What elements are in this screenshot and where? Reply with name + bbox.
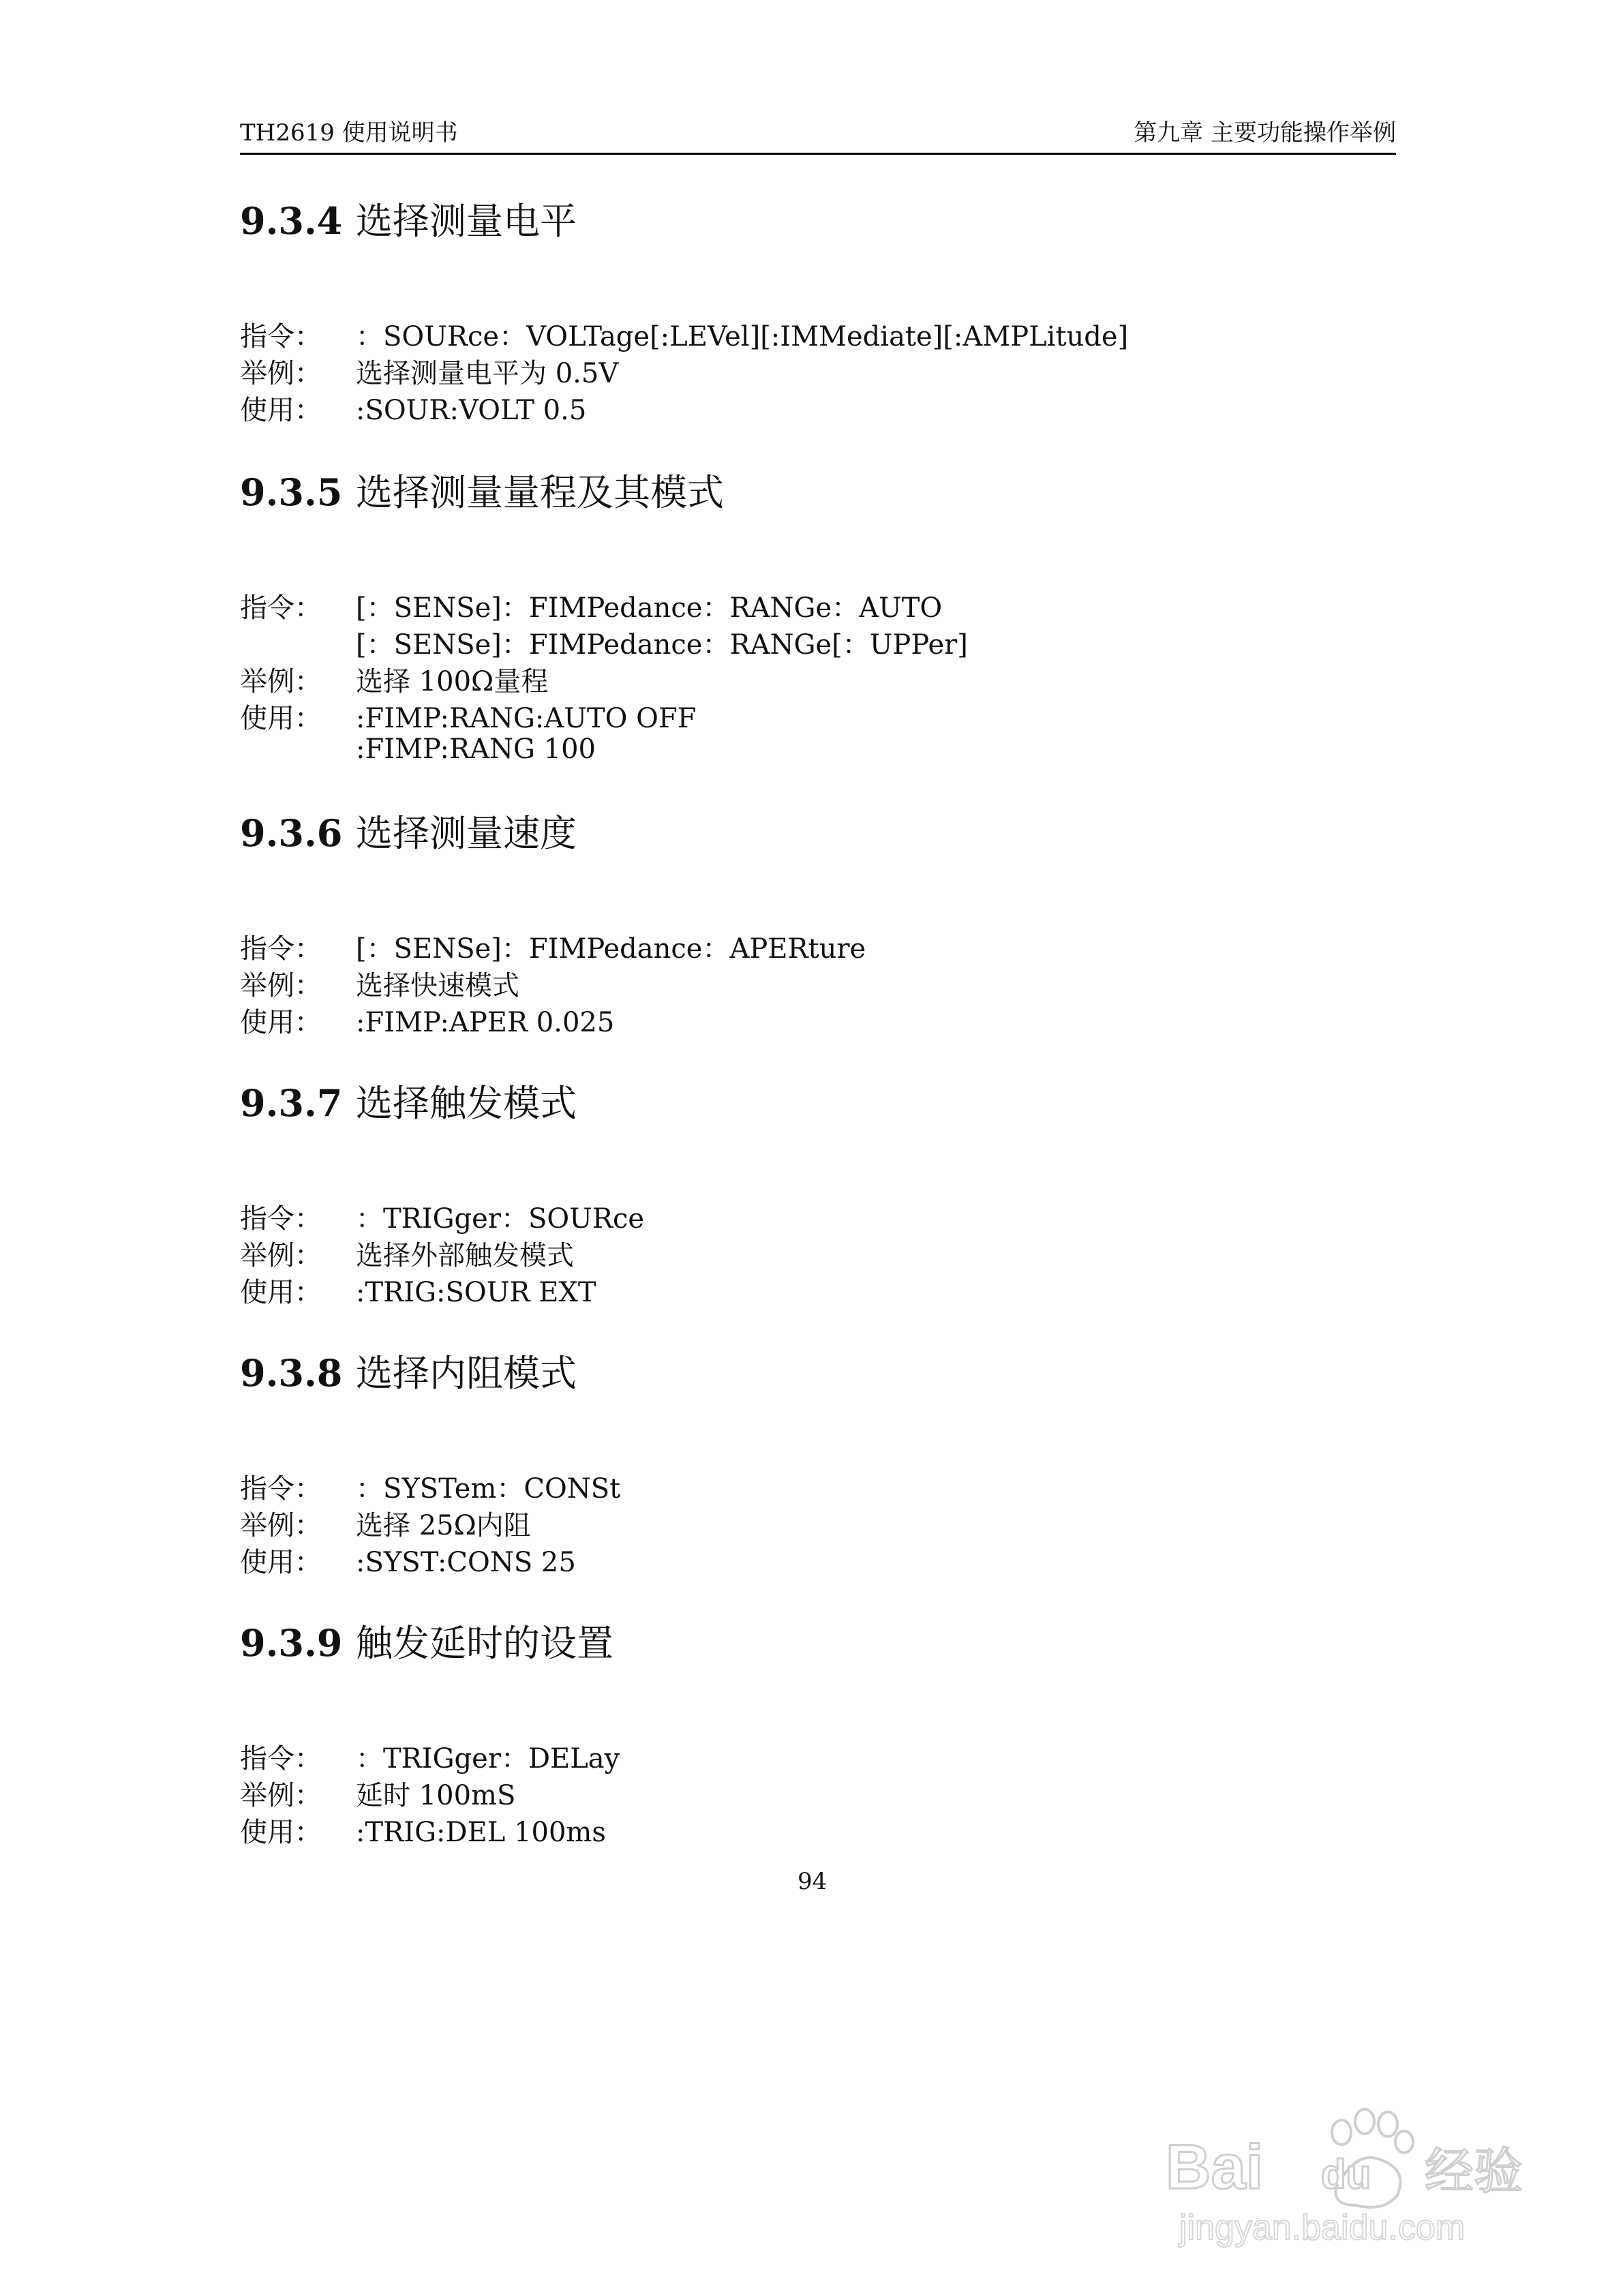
row-value: ：SYSTem：CONSt: [356, 1473, 621, 1505]
row-value: 选择 25Ω内阻: [356, 1510, 531, 1541]
usage-row: [240, 1541, 576, 1577]
row-value: :TRIG:DEL 100ms: [356, 1817, 606, 1848]
section-title: 选择测量电平: [356, 200, 577, 243]
example-row: [240, 352, 618, 389]
row-label: 指令：: [240, 1203, 322, 1235]
example-row: [240, 660, 548, 697]
row-value: [：SENSe]：FIMPedance：RANGe[：UPPer]: [356, 629, 968, 661]
baidu-du-mark: du: [1321, 2151, 1371, 2197]
usage-row: [240, 734, 596, 770]
baidu-wordmark: Bai: [1166, 2132, 1264, 2202]
paw-toe-icon: [1355, 2109, 1374, 2134]
row-label: 举例：: [240, 666, 322, 697]
row-value: ：TRIGger：SOURce: [356, 1203, 645, 1235]
section-heading: [240, 1614, 613, 1667]
baidu-watermark-logo: [1152, 2086, 1534, 2256]
paw-toe-icon: [1332, 2120, 1351, 2145]
page-number: 94: [798, 1868, 828, 1895]
command-row: [240, 315, 1128, 352]
row-label: 举例：: [240, 1780, 322, 1811]
section-title: 选择内阻模式: [356, 1352, 577, 1395]
row-label: 举例：: [240, 1240, 322, 1271]
row-value: ：TRIGger：DELay: [356, 1743, 620, 1774]
page-header: [240, 115, 1396, 155]
row-value: 选择外部触发模式: [356, 1240, 574, 1271]
row-label: 使用：: [240, 395, 322, 426]
row-label: 指令：: [240, 592, 322, 624]
row-value: :FIMP:APER 0.025: [356, 1007, 615, 1038]
header-left: TH2619 使用说明书: [240, 119, 458, 147]
row-value: 选择 100Ω量程: [356, 666, 549, 697]
row-label: 举例：: [240, 358, 322, 389]
section-number: 9.3.8: [240, 1351, 343, 1395]
row-label: 使用：: [240, 703, 322, 734]
section-heading: [240, 192, 577, 245]
usage-row: [240, 1811, 606, 1847]
row-value: [：SENSe]：FIMPedance：APERture: [356, 933, 866, 965]
section-title: 选择触发模式: [356, 1082, 577, 1125]
usage-row: [240, 1271, 596, 1308]
section-heading: [240, 804, 577, 857]
example-row: [240, 964, 519, 1001]
usage-row: [240, 697, 696, 734]
row-value: ：SOURce：VOLTage[:LEVel][:IMMediate][:AMPLitude]: [356, 321, 1129, 352]
command-row: [240, 586, 942, 623]
command-row: [240, 1197, 644, 1234]
row-value: 选择快速模式: [356, 970, 519, 1001]
section-number: 9.3.9: [240, 1621, 343, 1665]
example-row: [240, 1774, 515, 1811]
section-number: 9.3.5: [240, 470, 343, 514]
section-number: 9.3.7: [240, 1081, 343, 1125]
row-value: [：SENSe]：FIMPedance：RANGe：AUTO: [356, 592, 943, 624]
row-value: 延时 100mS: [356, 1780, 516, 1811]
section-title: 选择测量速度: [356, 812, 577, 855]
usage-row: [240, 1001, 614, 1038]
row-label: 使用：: [240, 1817, 322, 1848]
command-row: [240, 1737, 620, 1774]
row-label: 指令：: [240, 321, 322, 352]
row-label: 使用：: [240, 1277, 322, 1308]
command-row: [240, 623, 968, 660]
row-label: 使用：: [240, 1547, 322, 1578]
section-title: 选择测量量程及其模式: [356, 471, 724, 514]
section-heading: [240, 1074, 577, 1127]
section-number: 9.3.6: [240, 811, 343, 855]
example-row: [240, 1504, 531, 1541]
section-number: 9.3.4: [240, 199, 343, 243]
header-right: 第九章 主要功能操作举例: [1134, 119, 1396, 147]
paw-toe-icon: [1378, 2112, 1397, 2136]
watermark-url: jingyan.baidu.com: [1179, 2208, 1466, 2248]
command-row: [240, 927, 866, 964]
row-value: :FIMP:RANG:AUTO OFF: [356, 703, 697, 734]
command-row: [240, 1467, 620, 1504]
row-value: :SOUR:VOLT 0.5: [356, 395, 587, 426]
usage-row: [240, 389, 586, 425]
example-row: [240, 1234, 574, 1271]
row-value: :FIMP:RANG 100: [356, 734, 596, 765]
jingyan-mark: 经验: [1425, 2143, 1523, 2200]
row-label: 使用：: [240, 1007, 322, 1038]
row-label: 指令：: [240, 1473, 322, 1505]
paw-toe-icon: [1395, 2131, 1413, 2153]
row-value: :TRIG:SOUR EXT: [356, 1277, 596, 1308]
section-heading: [240, 464, 724, 516]
row-label: 举例：: [240, 970, 322, 1001]
row-label: 举例：: [240, 1510, 322, 1541]
row-value: :SYST:CONS 25: [356, 1547, 576, 1578]
row-value: 选择测量电平为 0.5V: [356, 358, 619, 389]
section-heading: [240, 1344, 577, 1397]
row-label: 指令：: [240, 1743, 322, 1774]
row-label: 指令：: [240, 933, 322, 965]
section-title: 触发延时的设置: [356, 1622, 613, 1665]
